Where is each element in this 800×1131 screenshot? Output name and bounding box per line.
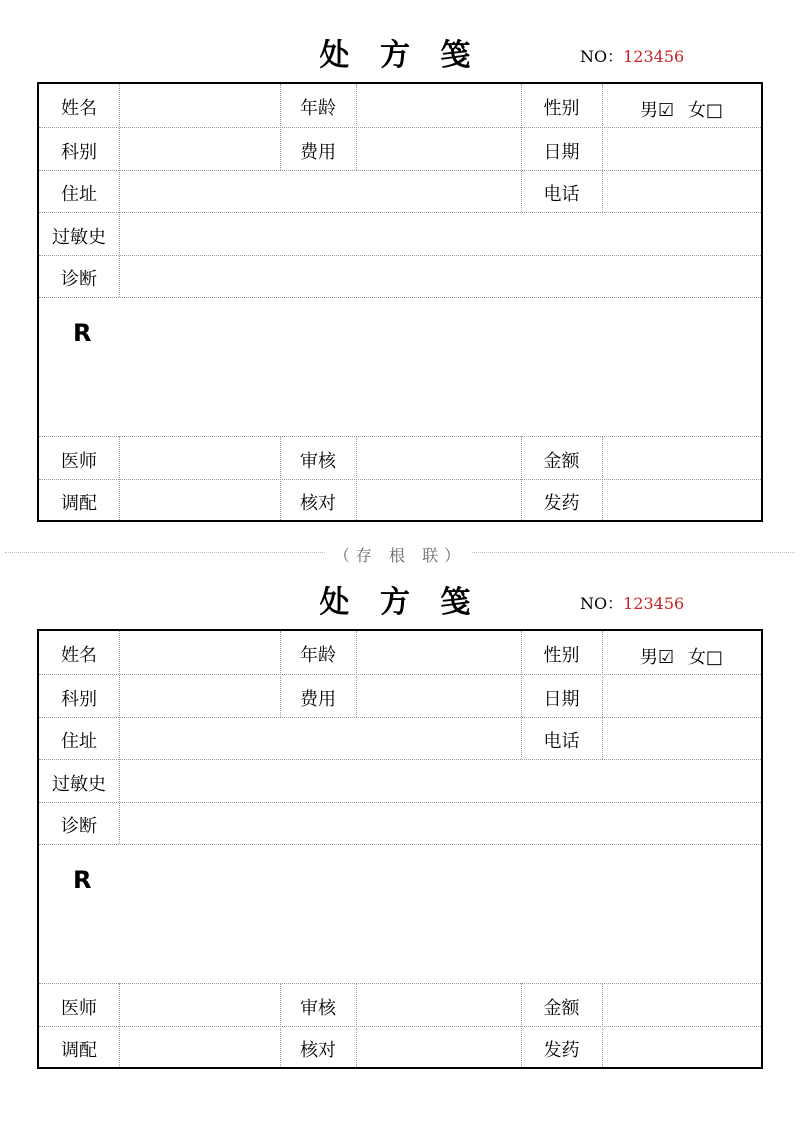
dispense-prep-label: 调配 (61, 1040, 97, 1061)
serial-number-value: 123456 (623, 594, 685, 613)
prescription-form-2 (0, 547, 800, 1061)
diagnosis-label: 诊断 (61, 269, 97, 290)
review-label: 审核 (300, 998, 336, 1019)
rx-symbol: R (73, 866, 92, 894)
amount-label: 金额 (543, 998, 580, 1019)
gender-options (602, 96, 761, 122)
doctor-label: 医师 (61, 998, 97, 1019)
address-label: 住址 (61, 184, 97, 205)
name-label: 姓名 (61, 98, 97, 119)
diagnosis-label: 诊断 (61, 816, 97, 837)
doctor-label: 医师 (61, 451, 97, 472)
male-label: 男 (640, 647, 659, 668)
serial-number (580, 44, 684, 67)
male-checkbox[interactable]: ☑ (658, 647, 675, 668)
prescription-form-1 (0, 0, 800, 514)
fee-label: 费用 (300, 689, 336, 710)
name-label: 姓名 (61, 645, 97, 666)
female-label: 女 (687, 647, 706, 668)
check-label: 核对 (300, 1040, 336, 1061)
female-label: 女 (687, 100, 706, 121)
age-label: 年龄 (300, 98, 336, 119)
allergy-label: 过敏史 (52, 227, 106, 248)
fee-label: 费用 (300, 142, 336, 163)
phone-label: 电话 (543, 184, 580, 205)
allergy-label: 过敏史 (52, 774, 106, 795)
age-label: 年龄 (300, 645, 336, 666)
date-label: 日期 (543, 142, 580, 163)
dept-label: 科别 (61, 142, 97, 163)
sex-label: 性别 (543, 645, 580, 666)
phone-label: 电话 (543, 731, 580, 752)
form-title: 处 方 笺 (319, 585, 481, 620)
female-checkbox[interactable]: □ (705, 100, 723, 121)
serial-number-label: NO： (580, 47, 624, 66)
serial-number-value: 123456 (623, 47, 685, 66)
gender-options (602, 643, 761, 669)
dispense-label: 发药 (543, 1040, 580, 1061)
dispense-prep-label: 调配 (61, 493, 97, 514)
female-checkbox[interactable]: □ (705, 647, 723, 668)
form-title: 处 方 笺 (319, 38, 481, 73)
male-checkbox[interactable]: ☑ (658, 100, 675, 121)
check-label: 核对 (300, 493, 336, 514)
address-label: 住址 (61, 731, 97, 752)
date-label: 日期 (543, 689, 580, 710)
review-label: 审核 (300, 451, 336, 472)
stub-label: （存 根 联） (333, 546, 467, 565)
form-frame (37, 629, 763, 1069)
male-label: 男 (640, 100, 659, 121)
dept-label: 科别 (61, 689, 97, 710)
serial-number (580, 591, 684, 614)
sex-label: 性别 (543, 98, 580, 119)
serial-number-label: NO： (580, 594, 624, 613)
form-frame (37, 82, 763, 522)
rx-symbol: R (73, 319, 92, 347)
dispense-label: 发药 (543, 493, 580, 514)
amount-label: 金额 (543, 451, 580, 472)
